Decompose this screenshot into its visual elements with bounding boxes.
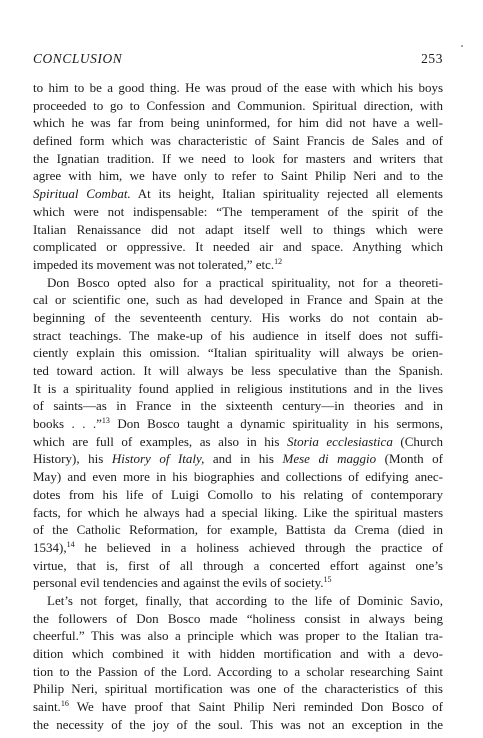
text-segment: It is a spirituality found applied in religious institutions and in the lives	[33, 380, 443, 396]
text-segment: ciently explain this omission. “Italian spirituality will always be orien-	[33, 345, 443, 361]
text-line	[33, 574, 443, 592]
text-line	[33, 79, 443, 97]
text-segment: Don Bosco taught a dynamic spirituality in his sermons,	[109, 416, 443, 432]
body-text	[33, 79, 443, 733]
text-segment: which are full of examples, as also in his	[33, 433, 288, 449]
text-segment: Let’s not forget, finally, that according to the life of Dominic Savio,	[47, 592, 443, 608]
text-line	[33, 557, 443, 575]
text-segment: facts, for which he always had a special liking. Like the spiritual masters	[33, 504, 443, 520]
text-line	[33, 645, 443, 663]
text-line	[33, 114, 443, 132]
text-line	[33, 185, 443, 203]
italic-title: History of Italy,	[111, 451, 205, 467]
text-line	[33, 504, 443, 522]
text-segment: defined form which was characteristic of Saint Francis de Sales and of	[33, 133, 443, 149]
text-segment: stract teachings. The make-up of his audience in itself does not suffi-	[33, 327, 443, 343]
text-segment: of the Catholic Reformation, for example, Battista da Crema (died in	[33, 522, 443, 538]
text-line	[33, 150, 443, 168]
text-segment: dition which combined it with hidden mortification and with a devo-	[33, 646, 443, 661]
text-segment: saint.	[33, 699, 61, 715]
running-title: CONCLUSION	[33, 51, 123, 66]
text-segment: 1534),	[33, 539, 67, 555]
text-line	[33, 486, 443, 504]
print-speck	[461, 45, 463, 47]
italic-title: Spiritual Combat.	[33, 186, 131, 202]
page-number: 253	[421, 51, 443, 66]
text-segment: the Ignatian tradition. If we need to look for masters and writers that	[33, 150, 443, 166]
text-segment: of saints—as in France in the sixteenth century—in theories and in	[33, 398, 443, 414]
text-line	[33, 433, 443, 451]
text-segment: cal or scientific one, such as had developed in France and Spain at the	[33, 292, 443, 308]
text-line	[33, 450, 443, 468]
italic-title: Storia ecclesiastica	[287, 433, 393, 449]
text-line	[33, 716, 443, 734]
text-line	[33, 362, 443, 380]
text-line	[33, 415, 443, 433]
footnote-marker: 15	[323, 575, 332, 585]
text-line	[33, 397, 443, 415]
text-line	[33, 539, 443, 557]
text-line	[33, 344, 443, 362]
text-segment: which he was far from being uninformed, for him did not have a well-	[33, 115, 443, 131]
text-segment: (Church	[392, 433, 443, 449]
text-segment: tion to the Passion of the Lord. According to a scholar researching Saint	[33, 663, 443, 679]
text-segment: ted toward action. It will always be less speculative than the Spanish.	[33, 363, 443, 378]
text-segment: dotes from his life of Luigi Comollo to his relating of contemporary	[33, 486, 443, 502]
text-segment: We have proof that Saint Philip Neri reminded Don Bosco of	[68, 699, 443, 715]
footnote-marker: 13	[101, 416, 110, 426]
footnote-marker: 16	[60, 699, 69, 709]
text-line	[33, 132, 443, 150]
text-line	[33, 663, 443, 681]
text-segment: Philip Neri, spiritual mortification was one of the characteristics of this	[33, 681, 443, 697]
text-segment: the followers of Don Bosco made “holiness consist in always being	[33, 610, 443, 626]
text-segment: (Month of	[376, 451, 444, 467]
text-line	[33, 627, 443, 645]
text-line	[33, 291, 443, 309]
text-segment: History), his	[33, 451, 112, 467]
text-segment: the necessity of the joy of the soul. This was not an exception in the	[33, 716, 443, 732]
text-segment: to him to be a good thing. He was proud of the ease with which his boys	[33, 80, 443, 95]
text-line	[33, 610, 443, 628]
text-segment: complicated or oppressive. It needed air and space. Anything which	[33, 239, 443, 255]
text-segment: beginning of the seventeenth century. His works do not contain ab-	[33, 309, 443, 325]
text-segment: virtue, that is, first of all through a concerted effort against one’s	[33, 557, 443, 573]
text-line	[33, 167, 443, 185]
italic-title: Mese di maggio	[282, 451, 377, 467]
text-line	[33, 468, 443, 486]
footnote-marker: 14	[66, 539, 75, 549]
text-segment: books . . .”	[33, 416, 102, 432]
text-line	[33, 309, 443, 327]
text-line	[33, 592, 443, 610]
text-line	[33, 698, 443, 716]
footnote-marker: 12	[274, 256, 283, 266]
text-line	[33, 97, 443, 115]
text-segment: At its height, Italian spirituality rejected all elements	[130, 186, 443, 202]
text-line	[33, 380, 443, 398]
text-line	[33, 521, 443, 539]
text-segment: agree with him, we have only to refer to Saint Philip Neri and to the	[33, 168, 443, 184]
text-segment: impeded its movement was not tolerated,” etc.	[33, 256, 275, 272]
text-segment: and in his	[204, 451, 283, 467]
text-segment: he believed in a holiness achieved through the practice of	[74, 539, 443, 555]
text-segment: which were not indispensable: “The temperament of the spirit of the	[33, 203, 443, 219]
text-line	[33, 274, 443, 292]
running-head	[33, 51, 443, 69]
text-line	[33, 221, 443, 239]
text-segment: Don Bosco opted also for a practical spirituality, not for a theoreti-	[47, 274, 443, 290]
text-line	[33, 256, 443, 274]
text-segment: cheerful.” This was also a principle which was proper to the Italian tra-	[33, 628, 443, 644]
text-line	[33, 680, 443, 698]
text-segment: Italian Renaissance did not adapt itself well to things which were	[33, 221, 443, 237]
text-line	[33, 238, 443, 256]
text-line	[33, 203, 443, 221]
text-segment: May) and even more in his biographies and collections of edifying anec-	[33, 469, 443, 485]
text-segment: personal evil tendencies and against the evils of society.	[33, 575, 324, 591]
text-segment: proceeded to go to Confession and Communion. Spiritual direction, with	[33, 97, 443, 113]
text-line	[33, 327, 443, 345]
